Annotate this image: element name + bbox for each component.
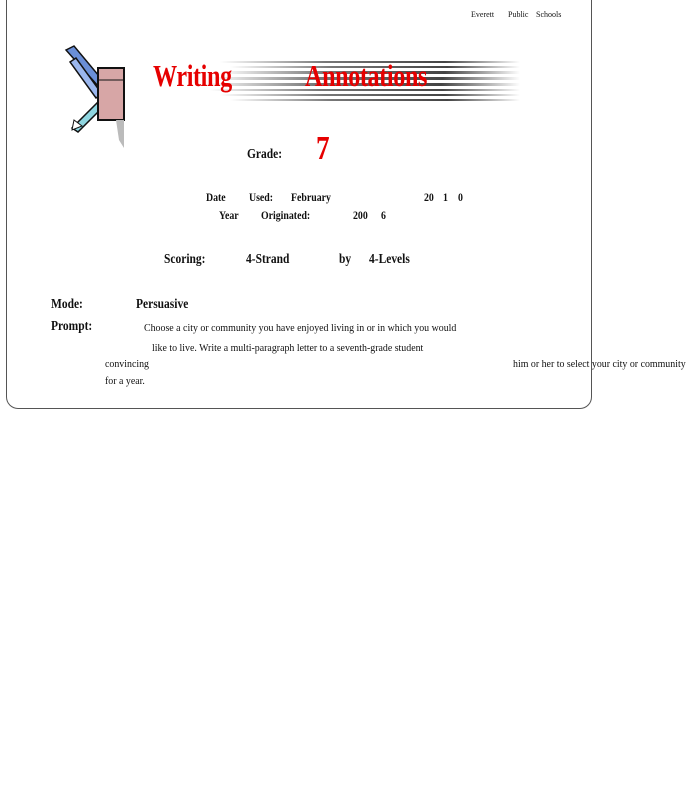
year-label: Year	[219, 208, 239, 222]
header-word-everett: Everett	[471, 10, 495, 19]
originated-label: Originated:	[261, 208, 311, 222]
prompt-line-3b-clip	[513, 356, 686, 374]
date-label: Date	[206, 190, 226, 204]
header-word-public: Public	[508, 10, 529, 19]
title-annotations: Annotations	[305, 58, 428, 93]
prompt-line-4: for a year.	[105, 375, 145, 387]
prompt-line-3a: convincing	[105, 358, 150, 370]
date-used-month: February	[291, 190, 331, 204]
scoring-strand: 4-Strand	[246, 252, 290, 267]
prompt-line-1: Choose a city or community you have enjoyed living in or in which you would	[144, 322, 457, 334]
prompt-line-2: like to live. Write a multi-paragraph letter to a seventh-grade student	[152, 342, 424, 354]
hand-pencils-icon	[64, 40, 134, 150]
title-writing: Writing	[153, 58, 232, 93]
prompt-line-3b: him or her to select your city or community	[513, 358, 686, 370]
scoring-label: Scoring:	[164, 252, 206, 267]
header-word-schools: Schools	[536, 10, 562, 19]
date-used-year-part1: 20	[424, 190, 434, 204]
prompt-label: Prompt:	[51, 319, 93, 334]
year-originated-part2: 6	[381, 208, 386, 222]
mode-label: Mode:	[51, 297, 83, 312]
date-used-year-part2: 1	[443, 190, 448, 204]
scoring-by: by	[339, 252, 352, 267]
used-label: Used:	[249, 190, 274, 204]
scoring-levels: 4-Levels	[369, 252, 410, 267]
grade-value: 7	[316, 130, 330, 167]
date-used-year-part3: 0	[458, 190, 463, 204]
grade-label: Grade:	[247, 147, 283, 162]
year-originated-part1: 200	[353, 208, 368, 222]
mode-value: Persuasive	[136, 297, 189, 312]
